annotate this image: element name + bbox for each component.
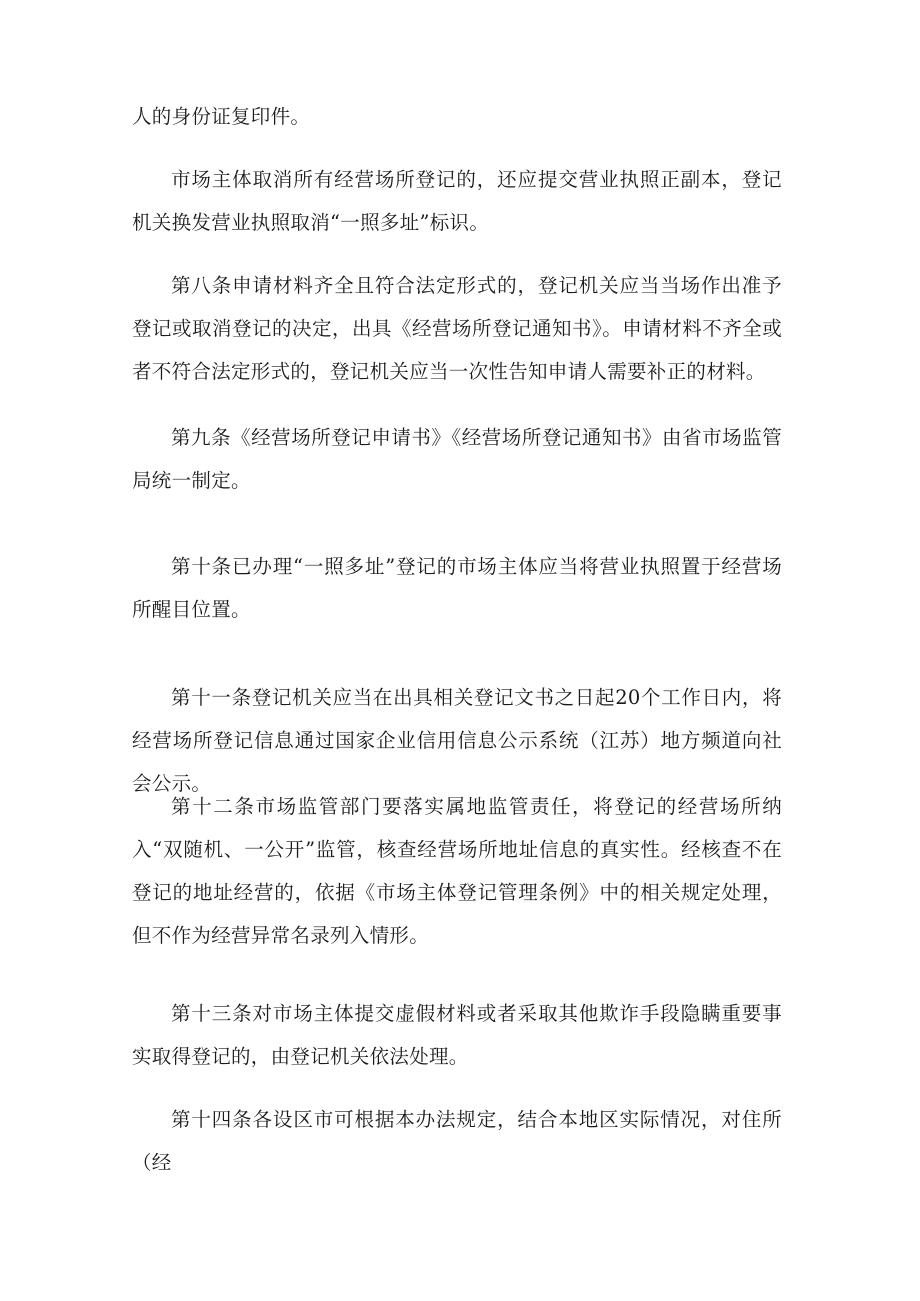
paragraph-article-11: 第十一条登记机关应当在出具相关登记文书之日起20个工作日内，将经营场所登记信息通过国家企业信用信息公示系统（江苏）地方频道向社会公示。 (132, 686, 782, 795)
paragraph-cancel-registration: 市场主体取消所有经营场所登记的，还应提交营业执照正副本，登记机关换发营业执照取消“一照多址”标识。 (132, 168, 782, 234)
paragraph-article-13: 第十三条对市场主体提交虚假材料或者采取其他欺诈手段隐瞒重要事实取得登记的，由登记机关依法处理。 (132, 1002, 782, 1068)
paragraph-article-14: 第十四条各设区市可根据本办法规定，结合本地区实际情况，对住所（经 (132, 1108, 782, 1174)
paragraph-article-12: 第十二条市场监管部门要落实属地监管责任，将登记的经营场所纳入“双随机、一公开”监管，核查经营场所地址信息的真实性。经核查不在登记的地址经营的，依据《市场主体登记管理条例》中的相关规定处理，但不作为经营异常名录列入情形。 (132, 795, 782, 947)
paragraph-continuation: 人的身份证复印件。 (132, 105, 311, 128)
paragraph-article-8: 第八条申请材料齐全且符合法定形式的，登记机关应当当场作出准予登记或取消登记的决定，出具《经营场所登记通知书》。申请材料不齐全或者不符合法定形式的，登记机关应当一次性告知申请人需要补正的材料。 (132, 274, 782, 383)
paragraph-article-10: 第十条已办理“一照多址”登记的市场主体应当将营业执照置于经营场所醒目位置。 (132, 555, 782, 621)
paragraph-article-9: 第九条《经营场所登记申请书》《经营场所登记通知书》由省市场监管局统一制定。 (132, 426, 782, 492)
